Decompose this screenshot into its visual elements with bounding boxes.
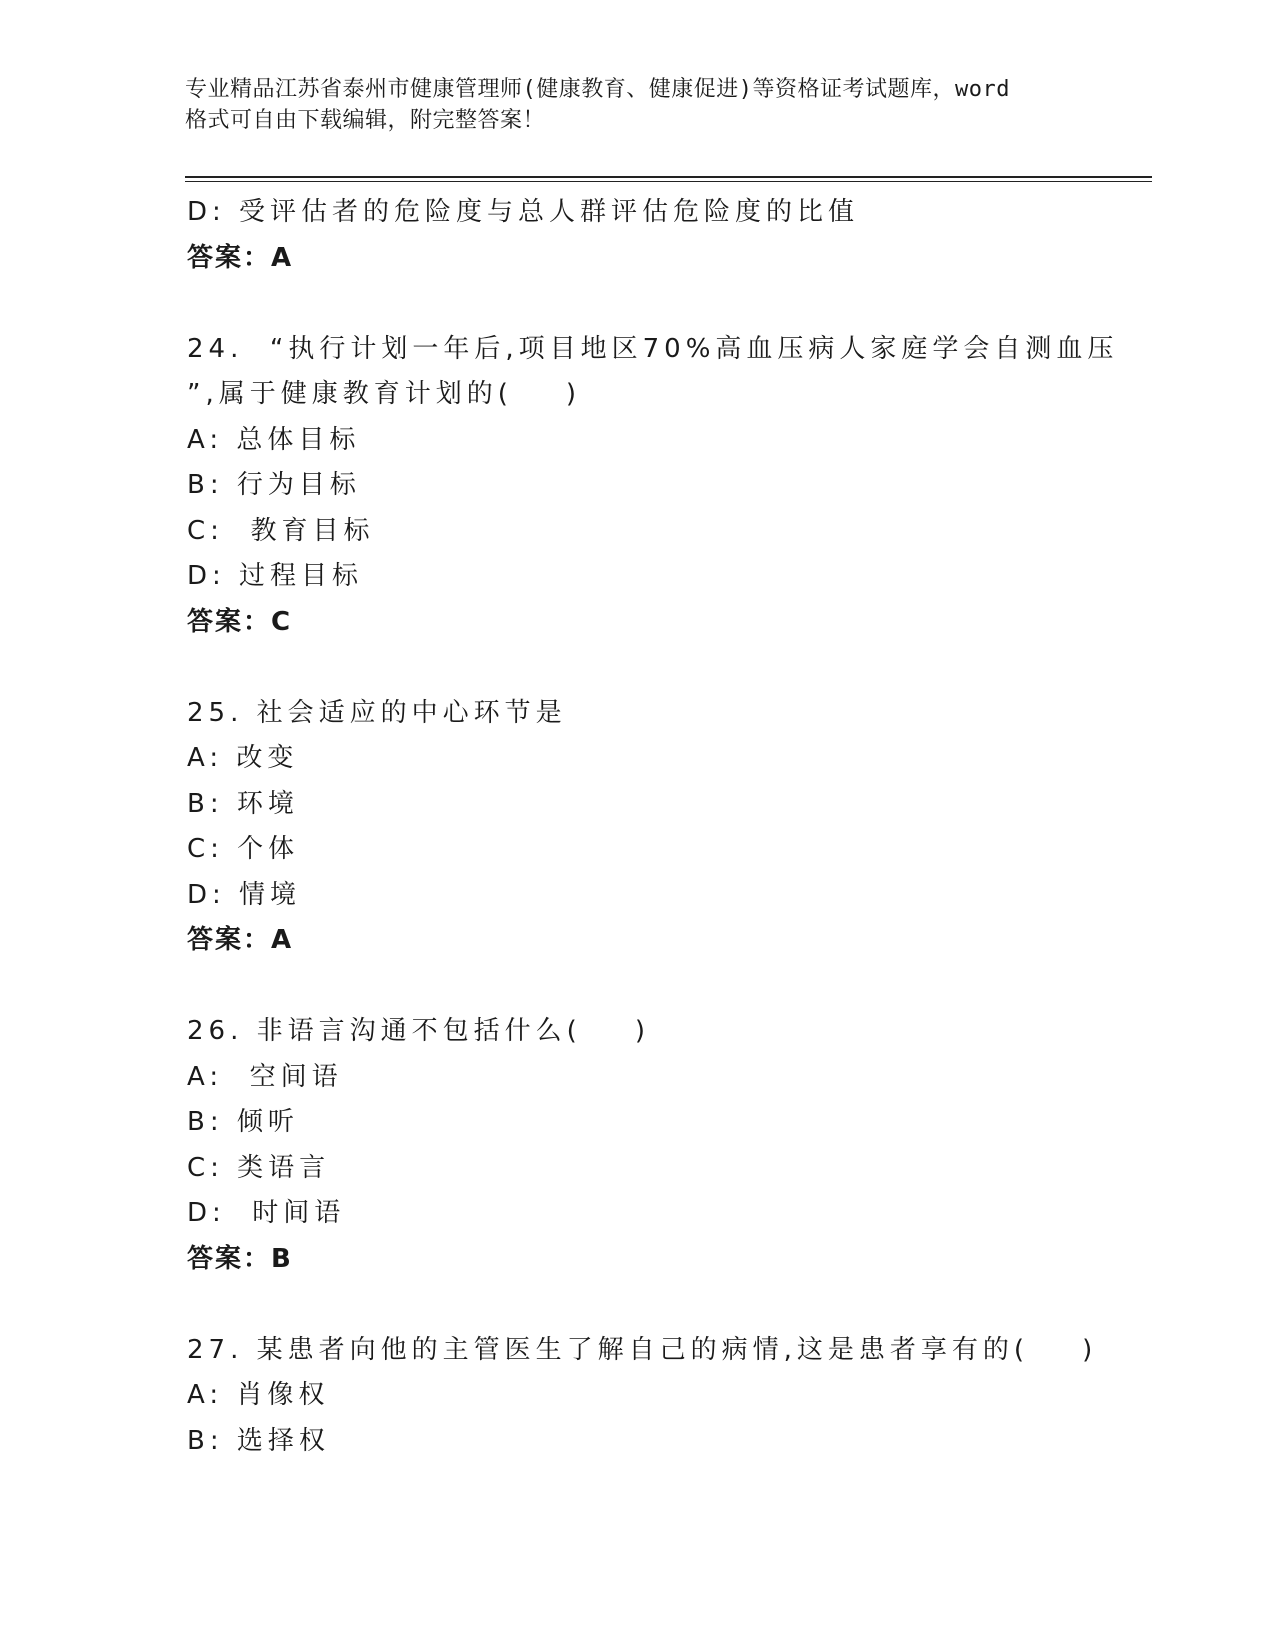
header-line-2: 格式可自由下载编辑，附完整答案！: [185, 108, 546, 133]
answer: 答案：B: [187, 1243, 293, 1274]
header-rule-thin: [185, 181, 1152, 182]
spacer: [187, 1282, 1147, 1328]
option-c: C: 教育目标: [187, 515, 375, 546]
spacer: [187, 964, 1147, 1010]
option-b: B: 倾听: [187, 1107, 299, 1137]
question-stem-cont: ”,属于健康教育计划的( ): [187, 379, 582, 409]
option-a: A: 改变: [187, 743, 299, 773]
spacer: [187, 645, 1147, 691]
question-list: [187, 190, 1147, 1464]
option-c: C: 类语言: [187, 1152, 331, 1183]
option-d: D: 情境: [187, 879, 302, 910]
answer: 答案：A: [187, 925, 294, 955]
question-25: [187, 691, 1147, 964]
option-c: C: 个体: [187, 834, 300, 864]
header-rule-thick: [185, 176, 1152, 178]
option-b: B: 环境: [187, 788, 299, 819]
option-b: B: 选择权: [187, 1425, 330, 1456]
spacer: [187, 281, 1147, 327]
option-a: A: 总体目标: [187, 424, 361, 455]
option-d: D: 受评估者的危险度与总人群评估危险度的比值: [187, 197, 860, 227]
answer: 答案：A: [187, 242, 294, 273]
question-24: [187, 327, 1147, 646]
document-header: [185, 74, 1085, 136]
question-stem: 27. 某患者向他的主管医生了解自己的病情,这是患者享有的( ): [187, 1334, 1098, 1365]
header-line-1: 专业精品江苏省泰州市健康管理师(健康教育、健康促进)等资格证考试题库，word: [185, 77, 1010, 102]
option-a: A: 空间语: [187, 1061, 343, 1092]
question-stem: 26. 非语言沟通不包括什么( ): [187, 1016, 650, 1046]
option-b: B: 行为目标: [187, 470, 361, 500]
question-27: [187, 1328, 1147, 1465]
answer: 答案：C: [187, 606, 293, 637]
option-d: D: 时间语: [187, 1198, 346, 1228]
question-26: [187, 1009, 1147, 1282]
question-23-tail: [187, 190, 1147, 281]
option-a: A: 肖像权: [187, 1380, 330, 1410]
option-d: D: 过程目标: [187, 561, 364, 591]
question-stem: 24. “执行计划一年后,项目地区70%高血压病人家庭学会自测血压: [187, 333, 1119, 364]
question-stem: 25. 社会适应的中心环节是: [187, 697, 567, 728]
